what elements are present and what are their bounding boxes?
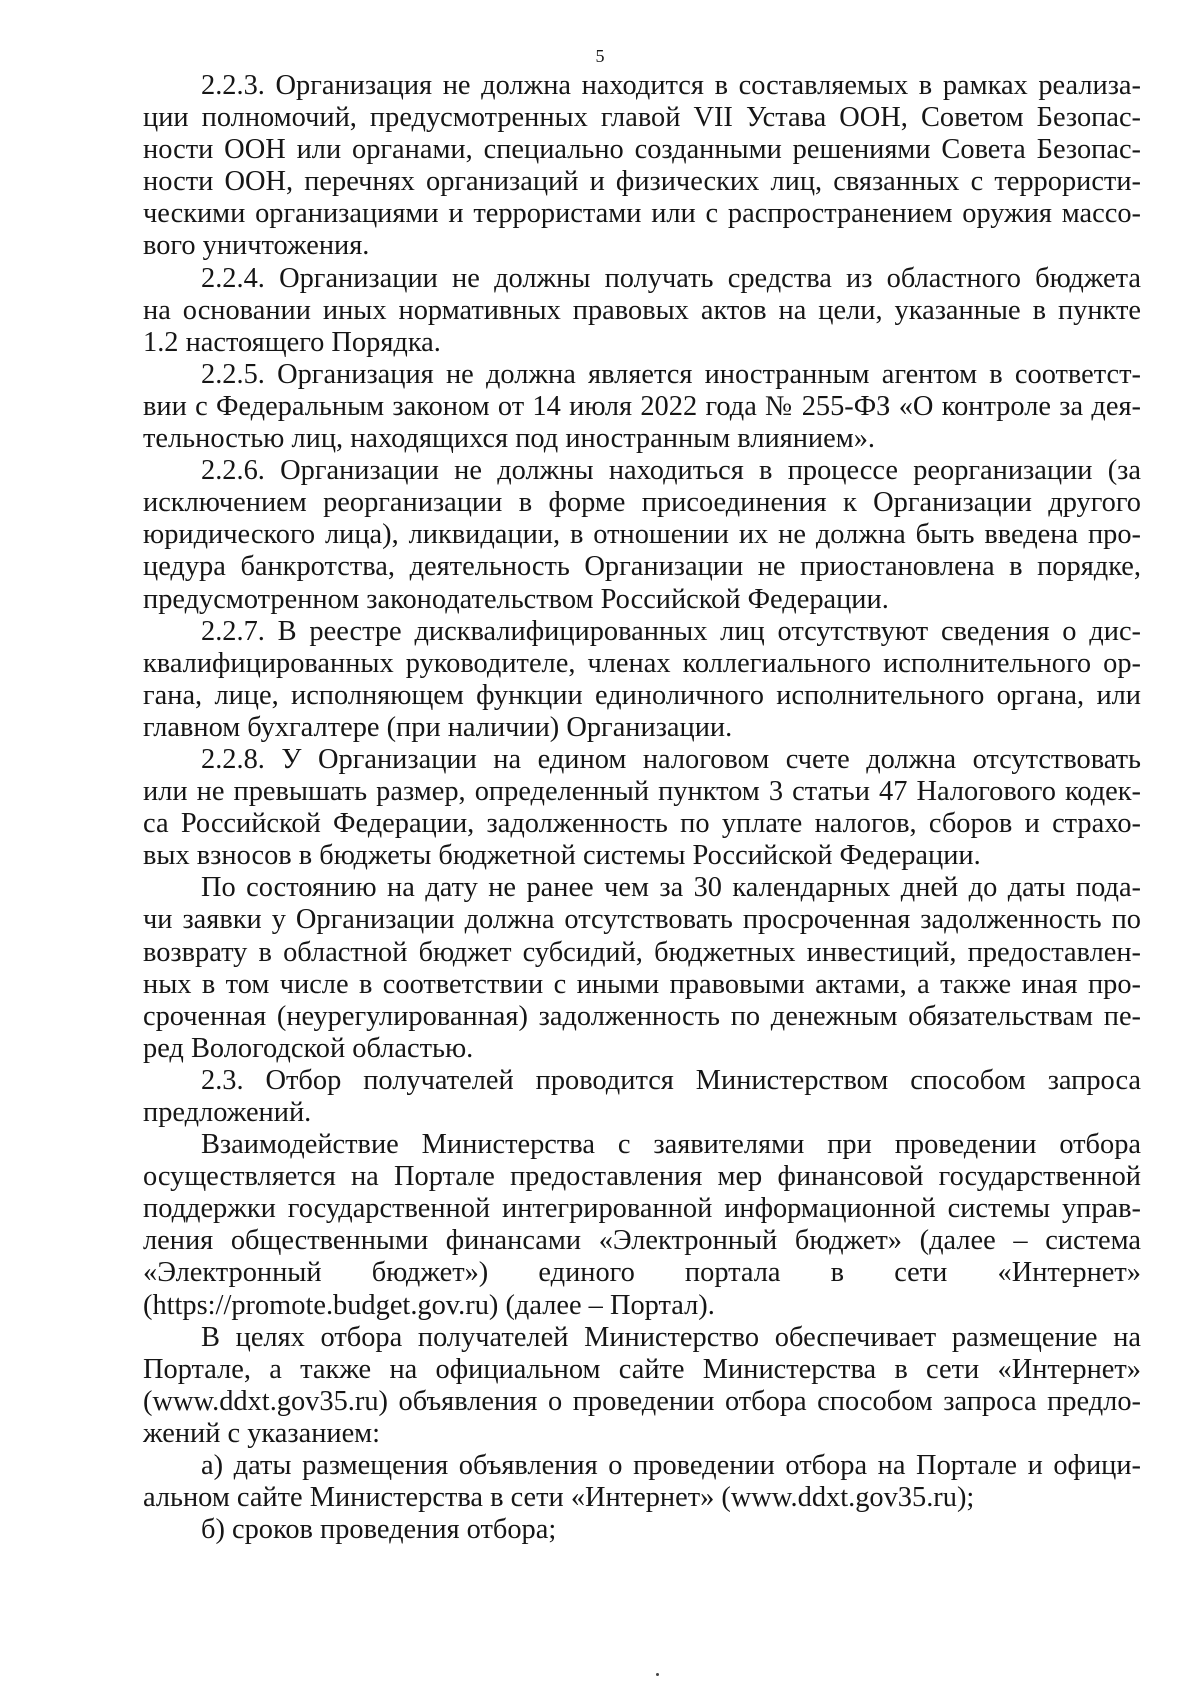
text-line: альном сайте Министерства в сети «Интернет» (www.ddxt.gov35.ru); <box>143 1482 975 1514</box>
document-body <box>143 70 1141 1546</box>
paragraph-debt-status <box>143 872 1141 1065</box>
text-line: тельностью лиц, находящихся под иностранным влиянием». <box>143 423 875 455</box>
text-line: 2.2.3. Организация не должна находится в составляемых в рамках реализа- <box>201 70 1141 101</box>
paragraph-2-3 <box>143 1065 1141 1129</box>
paragraph-2-2-4 <box>143 263 1141 359</box>
text-line: са Российской Федерации, задолженность по уплате налогов, сборов и страхо- <box>143 808 1141 840</box>
text-line: (https://promote.budget.gov.ru) (далее – Портал). <box>143 1289 715 1321</box>
paragraph-interaction <box>143 1129 1141 1322</box>
text-line: поддержки государственной интегрированной информационной системы управ- <box>143 1193 1141 1225</box>
text-line: 2.2.4. Организации не должны получать средства из областного бюджета <box>201 262 1141 294</box>
text-line: Взаимодействие Министерства с заявителями при проведении отбора <box>201 1129 1141 1161</box>
text-line: юридического лица), ликвидации, в отношении их не должна быть введена про- <box>143 519 1141 551</box>
paragraph-announcement <box>143 1322 1141 1450</box>
text-line: ции полномочий, предусмотренных главой VII Устава ООН, Советом Безопас- <box>143 102 1141 134</box>
text-line: ности ООН или органами, специально созданными решениями Совета Безопас- <box>143 134 1141 166</box>
text-line: 2.2.6. Организации не должны находиться в процессе реорганизации (за <box>201 455 1141 487</box>
text-line: гана, лице, исполняющем функции единоличного исполнительного органа, или <box>143 679 1141 711</box>
text-line: главном бухгалтере (при наличии) Организации. <box>143 711 733 743</box>
text-line: ческими организациями и террористами или с распространением оружия массо- <box>143 198 1141 230</box>
paragraph-2-2-3 <box>143 70 1141 263</box>
text-line: ных в том числе в соответствии с иными правовыми актами, а также иная про- <box>143 968 1141 1000</box>
text-line: ред Вологодской областью. <box>143 1032 474 1064</box>
text-line: В целях отбора получателей Министерство обеспечивает размещение на <box>201 1321 1141 1353</box>
scan-speck <box>656 1673 659 1676</box>
text-line: а) даты размещения объявления о проведении отбора на Портале и офици- <box>201 1450 1141 1482</box>
text-line: сроченная (неурегулированная) задолженность по денежным обязательствам пе- <box>143 1000 1141 1032</box>
text-line: осуществляется на Портале предоставления мер финансовой государственной <box>143 1161 1141 1193</box>
text-line: (www.ddxt.gov35.ru) объявления о проведении отбора способом запроса предло- <box>143 1385 1141 1417</box>
list-item-a <box>143 1450 1141 1514</box>
text-line: возврату в областной бюджет субсидий, бюджетных инвестиций, предоставлен- <box>143 936 1141 968</box>
text-line: 2.2.7. В реестре дисквалифицированных лиц отсутствуют сведения о дис- <box>201 615 1141 647</box>
text-line: ления общественными финансами «Электронный бюджет» (далее – система <box>143 1225 1141 1257</box>
list-item-b <box>143 1514 1141 1546</box>
text-line: вого уничтожения. <box>143 230 370 262</box>
text-line: «Электронный бюджет») единого портала в сети «Интернет» <box>143 1257 1141 1289</box>
text-line: предусмотренном законодательством Российской Федерации. <box>143 583 889 615</box>
paragraph-2-2-7 <box>143 616 1141 744</box>
text-line: цедура банкротства, деятельность Организации не приостановлена в порядке, <box>143 551 1141 583</box>
text-line: 2.3. Отбор получателей проводится Министерством способом запроса <box>201 1064 1141 1096</box>
paragraph-2-2-8 <box>143 744 1141 872</box>
text-line: 2.2.5. Организация не должна является иностранным агентом в соответст- <box>201 358 1141 390</box>
text-line: Портале, а также на официальном сайте Министерства в сети «Интернет» <box>143 1353 1141 1385</box>
paragraph-2-2-5 <box>143 359 1141 455</box>
text-line: По состоянию на дату не ранее чем за 30 календарных дней до даты пода- <box>201 872 1141 904</box>
text-line: 2.2.8. У Организации на едином налоговом счете должна отсутствовать <box>201 743 1141 775</box>
text-line: исключением реорганизации в форме присоединения к Организации другого <box>143 487 1141 519</box>
text-line: б) сроков проведения отбора; <box>201 1514 557 1546</box>
text-line: жений с указанием: <box>143 1417 381 1449</box>
text-line: или не превышать размер, определенный пунктом 3 статьи 47 Налогового кодек- <box>143 776 1141 808</box>
text-line: чи заявки у Организации должна отсутствовать просроченная задолженность по <box>143 904 1141 936</box>
text-line: ности ООН, перечнях организаций и физических лиц, связанных с террористи- <box>143 166 1141 198</box>
paragraph-2-2-6 <box>143 455 1141 615</box>
text-line: предложений. <box>143 1097 312 1128</box>
text-line: вии с Федеральным законом от 14 июля 2022 года № 255-ФЗ «О контроле за дея- <box>143 390 1141 422</box>
text-line: 1.2 настоящего Порядка. <box>143 326 441 358</box>
text-line: на основании иных нормативных правовых актов на цели, указанные в пункте <box>143 294 1141 326</box>
text-line: квалифицированных руководителе, членах коллегиального исполнительного ор- <box>143 647 1141 679</box>
page-number: 5 <box>595 46 605 66</box>
text-line: вых взносов в бюджеты бюджетной системы Российской Федерации. <box>143 840 981 872</box>
